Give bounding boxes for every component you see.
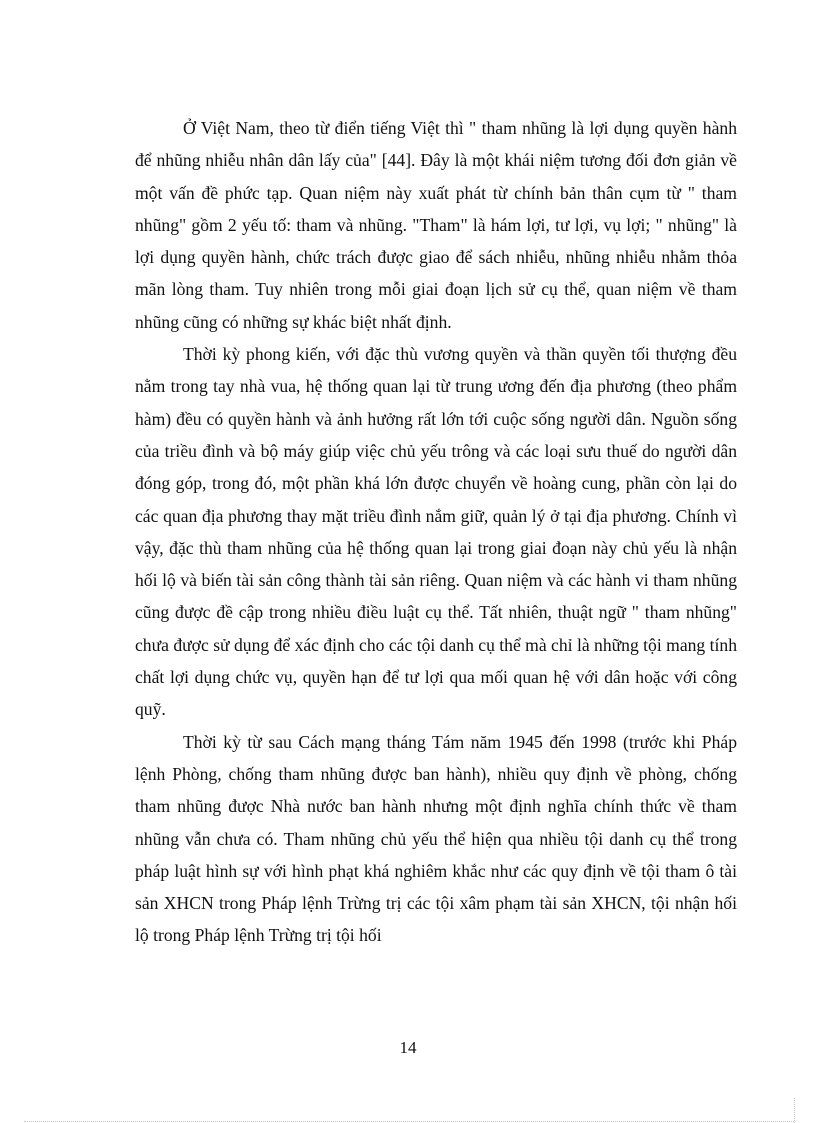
- document-body: [135, 112, 737, 952]
- page-bottom-border: [24, 1121, 794, 1122]
- paragraph-post-1945-period: Thời kỳ từ sau Cách mạng tháng Tám năm 1945 đến 1998 (trước khi Pháp lệnh Phòng, chống tham nhũng được ban hành), nhiều quy định về phòng, chống tham nhũng được Nhà nước ban hành nhưng một định nghĩa chính thức về tham nhũng vẫn chưa có. Tham nhũng chủ yếu thể hiện qua nhiều tội danh cụ thể trong pháp luật hình sự với hình phạt khá nghiêm khắc như các quy định về tội tham ô tài sản XHCN trong Pháp lệnh Trừng trị các tội xâm phạm tài sản XHCN, tội nhận hối lộ trong Pháp lệnh Trừng trị tội hối: [135, 731, 737, 946]
- page-number: 14: [399, 1038, 417, 1057]
- paragraph-feudal-period: Thời kỳ phong kiến, với đặc thù vương quyền và thần quyền tối thượng đều nằm trong tay nhà vua, hệ thống quan lại từ trung ương đến địa phương (theo phẩm hàm) đều có quyền hành và ảnh hưởng rất lớn tới cuộc sống người dân. Nguồn sống của triều đình và bộ máy giúp việc chủ yếu trông và các loại sưu thuế do người dân đóng góp, trong đó, một phần khá lớn được chuyển về hoàng cung, phần còn lại do các quan địa phương thay mặt triều đình nắm giữ, quản lý ở tại địa phương. Chính vì vậy, đặc thù tham nhũng của hệ thống quan lại trong giai đoạn này chủ yếu là nhận hối lộ và biến tài sản công thành tài sản riêng. Quan niệm và các hành vi tham nhũng cũng được đề cập trong nhiều điều luật cụ thể. Tất nhiên, thuật ngữ " tham nhũng" chưa được sử dụng để xác định cho các tội danh cụ thể mà chỉ là những tội mang tính chất lợi dụng chức vụ, quyền hạn để tư lợi qua mối quan hệ với dân hoặc với công quỹ.: [135, 344, 737, 720]
- page-right-border: [794, 1098, 795, 1123]
- paragraph-definition: Ở Việt Nam, theo từ điển tiếng Việt thì " tham nhũng là lợi dụng quyền hành để nhũng nhiễu nhân dân lấy của" [44]. Đây là một khái niệm tương đối đơn giản về một vấn đề phức tạp. Quan niệm này xuất phát từ chính bản thân cụm từ " tham nhũng" gồm 2 yếu tố: tham và nhũng. "Tham" là hám lợi, tư lợi, vụ lợi; " nhũng" là lợi dụng quyền hành, chức trách được giao để sách nhiễu, nhũng nhiễu nhằm thỏa mãn lòng tham. Tuy nhiên trong mỗi giai đoạn lịch sử cụ thể, quan niệm về tham nhũng cũng có những sự khác biệt nhất định.: [135, 118, 737, 332]
